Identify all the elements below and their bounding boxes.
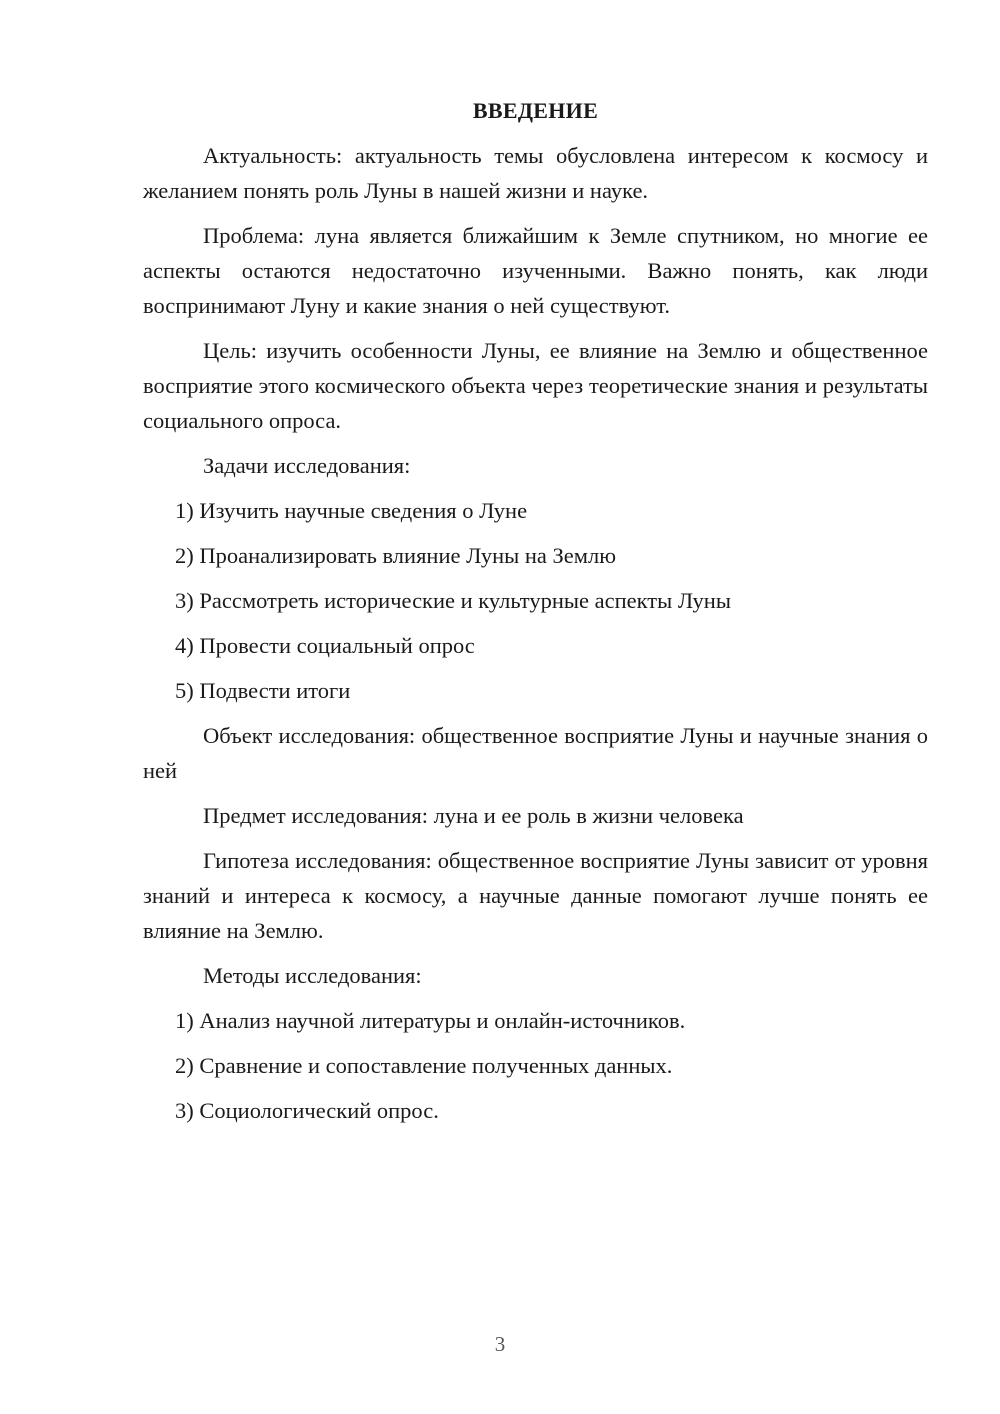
list-item: 2) Сравнение и сопоставление полученных данных. <box>175 1053 673 1078</box>
list-item: 2) Проанализировать влияние Луны на Землю <box>175 543 617 568</box>
relevance-paragraph: Актуальность: актуальность темы обусловлена интересом к космосу и желанием понять роль Луны в нашей жизни и науке. <box>143 143 928 203</box>
tasks-list <box>143 493 928 708</box>
list-item: 3) Рассмотреть исторические и культурные аспекты Луны <box>175 588 731 613</box>
problem-paragraph: Проблема: луна является ближайшим к Земле спутником, но многие ее аспекты остаются недостаточно изученными. Важно понять, как люди воспринимают Луну и какие знания о ней существуют. <box>143 223 928 318</box>
methods-title: Методы исследования: <box>203 963 422 988</box>
subject-paragraph: Предмет исследования: луна и ее роль в жизни человека <box>203 803 744 828</box>
goal-paragraph: Цель: изучить особенности Луны, ее влияние на Землю и общественное восприятие этого космического объекта через теоретические знания и результаты социального опроса. <box>143 338 928 433</box>
methods-list <box>143 1003 928 1128</box>
document-body <box>143 93 928 1138</box>
page-number: 3 <box>494 1332 506 1356</box>
list-item: 1) Анализ научной литературы и онлайн-источников. <box>175 1008 686 1033</box>
tasks-title: Задачи исследования: <box>203 453 411 478</box>
object-paragraph: Объект исследования: общественное восприятие Луны и научные знания о ней <box>143 723 928 783</box>
list-item: 4) Провести социальный опрос <box>175 633 475 658</box>
hypothesis-paragraph: Гипотеза исследования: общественное восприятие Луны зависит от уровня знаний и интереса к космосу, а научные данные помогают лучше понять ее влияние на Землю. <box>143 848 928 943</box>
section-heading: ВВЕДЕНИЕ <box>472 98 599 123</box>
list-item: 3) Социологический опрос. <box>175 1098 439 1123</box>
list-item: 1) Изучить научные сведения о Луне <box>175 498 528 523</box>
list-item: 5) Подвести итоги <box>175 678 351 703</box>
